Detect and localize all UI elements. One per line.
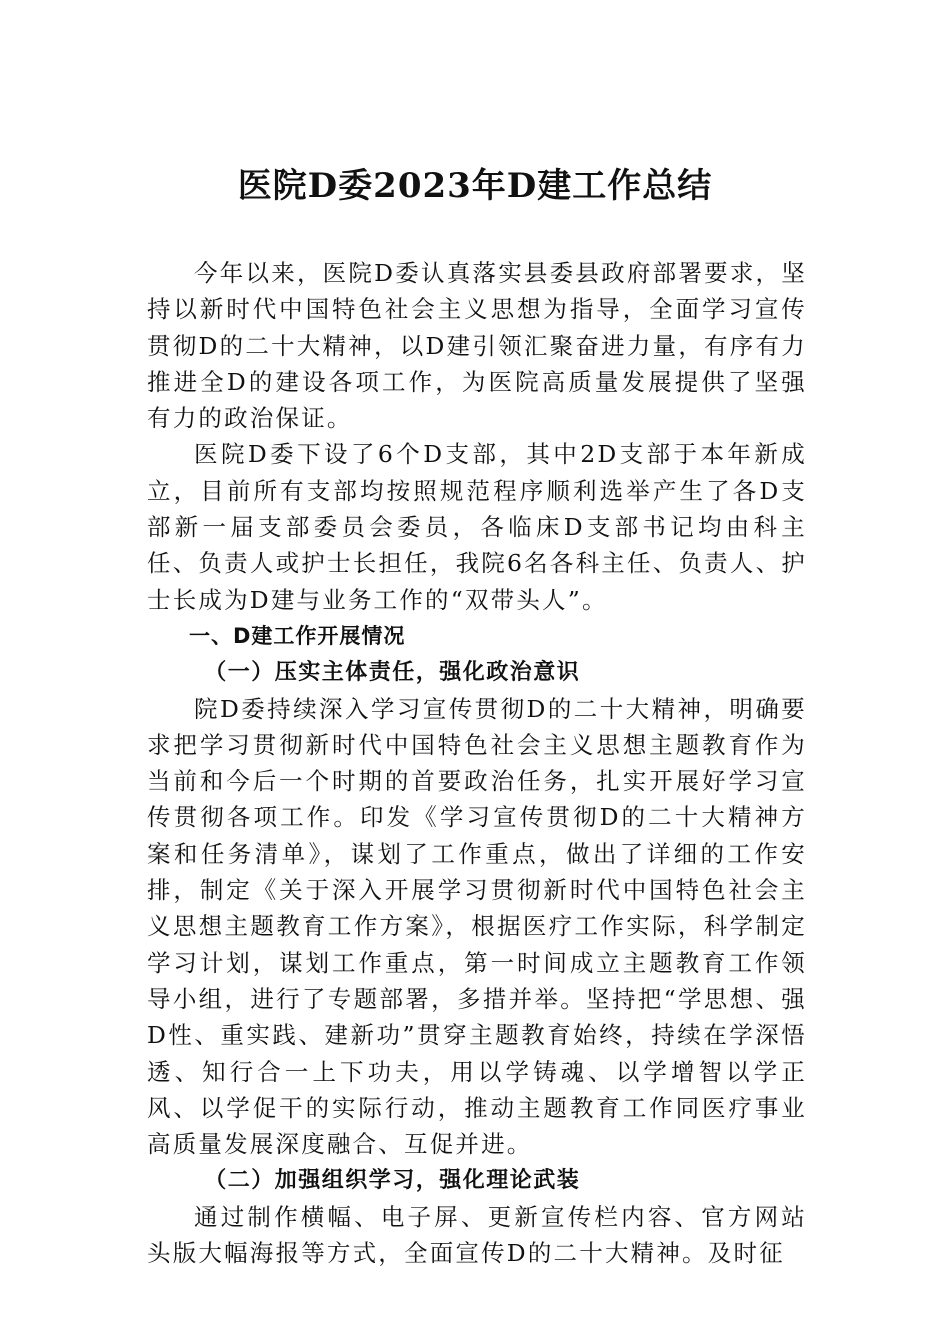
document-body: [147, 255, 807, 1271]
subsection-1-paragraph: 院D委持续深入学习宣传贯彻D的二十大精神，明确要求把学习贯彻新时代中国特色社会主义思想主题教育作为当前和今后一个时期的首要政治任务，扎实开展好学习宣传贯彻各项工作。印发《学习宣传贯彻D的二十大精神方案和任务清单》，谋划了工作重点，做出了详细的工作安排，制定《关于深入开展学习贯彻新时代中国特色社会主义思想主题教育工作方案》，根据医疗工作实际，科学制定学习计划，谋划工作重点，第一时间成立主题教育工作领导小组，进行了专题部署，多措并举。坚持把“学思想、强D性、重实践、建新功”贯穿主题教育始终，持续在学深悟透、知行合一上下功夫，用以学铸魂、以学增智以学正风、以学促干的实际行动，推动主题教育工作同医疗事业高质量发展深度融合、互促并进。: [147, 694, 807, 1159]
branch-paragraph: 医院D委下设了6个D支部，其中2D支部于本年新成立，目前所有支部均按照规范程序顺利选举产生了各D支部新一届支部委员会委员，各临床D支部书记均由科主任、负责人或护士长担任，我院6名各科主任、负责人、护士长成为D建与业务工作的“双带头人”。: [147, 440, 807, 614]
subsection-heading-1: （一）压实主体责任，强化政治意识: [204, 659, 581, 686]
section-heading-1: 一、D建工作开展情况: [189, 623, 406, 648]
subsection-2-paragraph: 通过制作横幅、电子屏、更新宣传栏内容、官方网站头版大幅海报等方式，全面宣传D的二十大精神。及时征: [147, 1202, 807, 1268]
subsection-heading-2: （二）加强组织学习，强化理论武装: [204, 1167, 581, 1194]
intro-paragraph: 今年以来，医院D委认真落实县委县政府部署要求，坚持以新时代中国特色社会主义思想为指导，全面学习宣传贯彻D的二十大精神，以D建引领汇聚奋进力量，有序有力推进全D的建设各项工作，为医院高质量发展提供了坚强有力的政治保证。: [147, 259, 807, 433]
document-title: 医院D委2023年D建工作总结: [237, 166, 713, 206]
